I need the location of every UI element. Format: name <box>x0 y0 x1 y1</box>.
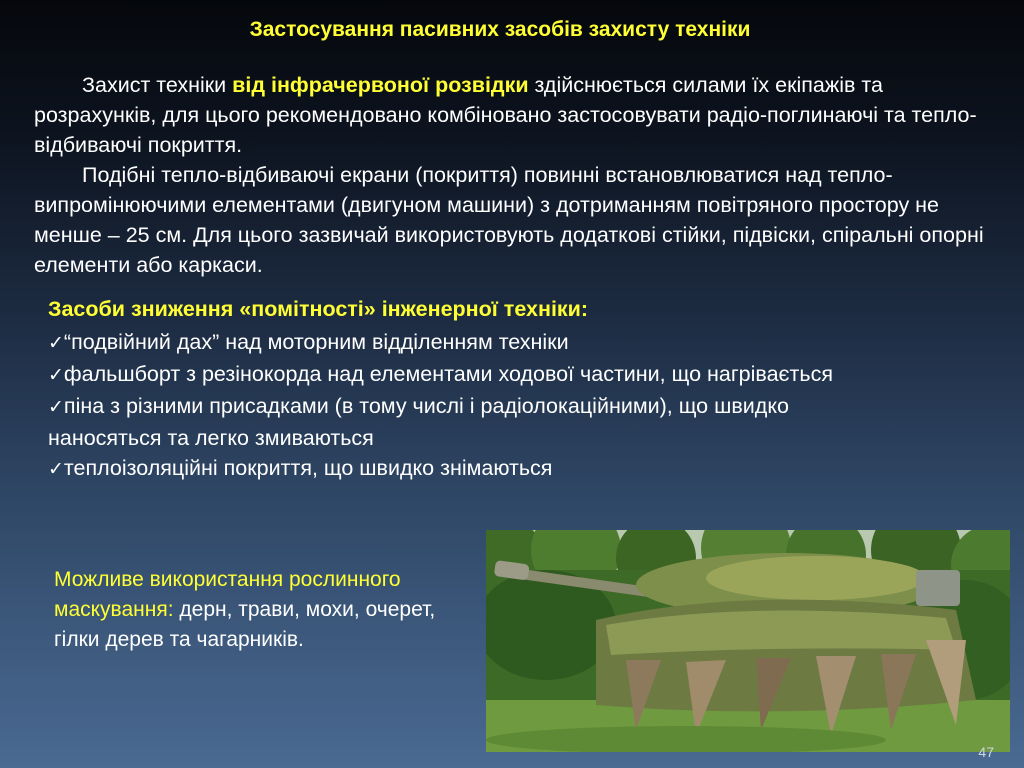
measures-item <box>48 391 868 453</box>
intro-text <box>34 70 984 280</box>
vegetation-highlight: Можливе використання рослинного маскування: <box>54 568 401 621</box>
check-icon: ✓ <box>48 365 64 386</box>
measures-item-text: фальшборт з резінокорда над елементами ходової частини, що нагрівається <box>63 362 833 386</box>
intro-paragraph-2: Подібні тепло-відбиваючі екрани (покриття) повинні встановлюватися над тепло-випромінюючими елементами (двигуном машини) з дотриманням повітряного простору не менше – 25 см. Для цього зазвичай використовують додаткові стійки, підвіски, спіральні опорні елементи або каркаси. <box>34 163 984 277</box>
intro-paragraph-1 <box>34 70 984 160</box>
page-number: 47 <box>978 744 994 760</box>
intro-p1-after: здійснюється силами їх екіпажів та розрахунків, для цього рекомендовано комбіновано застосовувати радіо-поглинаючі та тепло-відбиваючі покриття. <box>34 73 977 157</box>
check-icon: ✓ <box>48 397 64 418</box>
measures-item <box>48 359 868 391</box>
vegetation-camouflage-text <box>54 565 454 655</box>
measures-list <box>48 327 868 485</box>
camouflaged-tank-photo <box>486 530 1010 752</box>
measures-item <box>48 453 868 485</box>
measures-item-text: “подвійний дах” над моторним відділенням техніки <box>63 330 569 354</box>
slide-title: Застосування пасивних засобів захисту техніки <box>249 18 751 41</box>
intro-p1-before: Захист техніки <box>82 73 233 97</box>
measures-item-text: піна з різними присадками (в тому числі і радіолокаційними), що швидко наносяться та легко змиваються <box>48 394 789 450</box>
measures-item-text: теплоізоляційні покриття, що швидко знімаються <box>63 456 553 480</box>
measures-heading: Засоби зниження «помітності» інженерної техніки: <box>48 297 589 321</box>
check-icon: ✓ <box>48 333 64 354</box>
intro-p1-highlight: від інфрачервоної розвідки <box>232 73 529 97</box>
check-icon: ✓ <box>48 459 64 480</box>
measures-item <box>48 327 868 359</box>
vegetation-rest: дерн, трави, мохи, очерет, гілки дерев та чагарників. <box>54 598 436 651</box>
